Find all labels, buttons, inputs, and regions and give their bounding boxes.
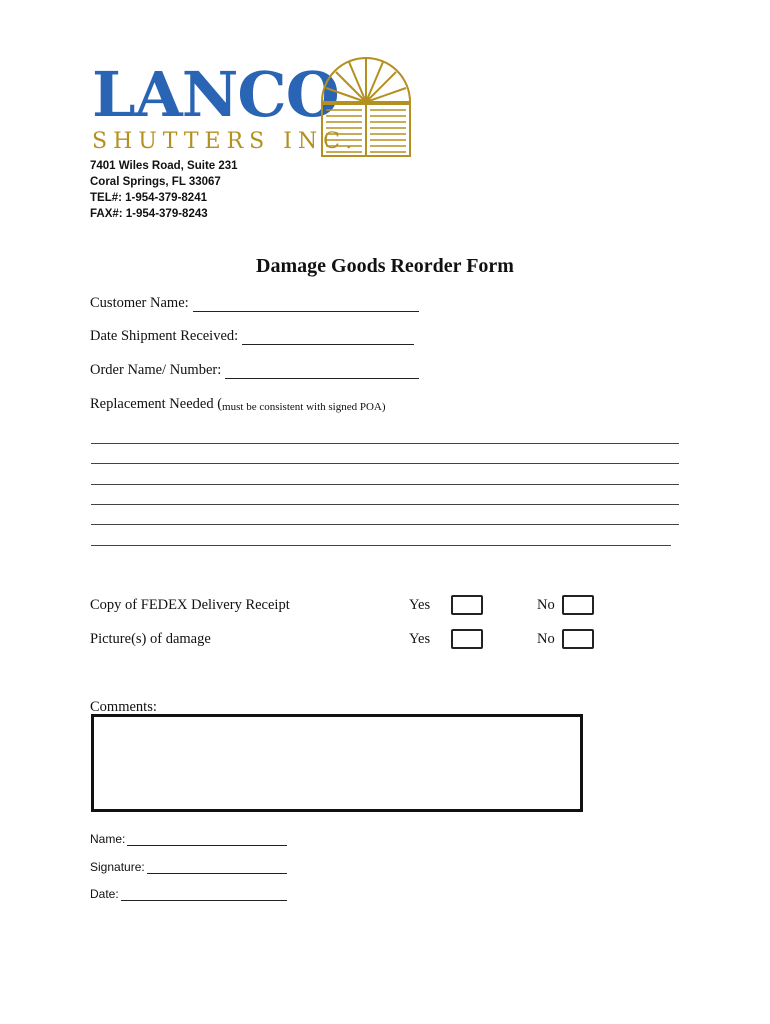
customer-name-line[interactable] [193,297,419,312]
pictures-no-checkbox[interactable] [562,629,594,649]
comments-label: Comments: [90,699,157,715]
date-received-field[interactable] [90,328,414,345]
address-fax: FAX#: 1-954-379-8243 [90,208,208,220]
company-logo [88,42,418,160]
signature-field[interactable] [90,860,287,874]
writing-line[interactable] [91,443,679,444]
pictures-yes-label: Yes [409,631,431,647]
fedex-yes-checkbox[interactable] [451,595,483,615]
fedex-no-label: No [537,597,555,613]
damage-pictures-label: Picture(s) of damage [90,631,211,647]
logo-subtitle: SHUTTERS INC. [92,129,359,154]
replacement-label: Replacement Needed ( [90,396,223,412]
logo-wordmark: LANCO [92,58,339,131]
pictures-yes-checkbox[interactable] [451,629,483,649]
date-received-line[interactable] [242,330,414,345]
address-tel: TEL#: 1-954-379-8241 [90,192,207,204]
signature-line[interactable] [147,863,287,874]
pictures-no-label: No [537,631,555,647]
name-line[interactable] [127,835,287,846]
fedex-no-checkbox[interactable] [562,595,594,615]
comments-box[interactable] [91,714,583,812]
date-field[interactable] [90,887,287,901]
address-street: 7401 Wiles Road, Suite 231 [90,160,238,172]
replacement-field [90,396,386,413]
writing-line[interactable] [91,484,679,485]
replacement-note: must be consistent with signed POA) [222,401,386,413]
writing-line[interactable] [91,463,679,464]
date-label: Date: [90,887,119,901]
writing-line[interactable] [91,504,679,505]
order-number-label: Order Name/ Number: [90,362,222,378]
order-number-field[interactable] [90,362,419,379]
fedex-receipt-label: Copy of FEDEX Delivery Receipt [90,597,290,613]
name-label: Name: [90,832,126,846]
date-received-label: Date Shipment Received: [90,328,239,344]
date-line[interactable] [121,890,287,901]
address-city: Coral Springs, FL 33067 [90,176,221,188]
signature-label: Signature: [90,860,145,874]
writing-line[interactable] [91,524,679,525]
shutter-icon [316,42,416,160]
form-title: Damage Goods Reorder Form [256,255,514,277]
customer-name-field[interactable] [90,295,419,312]
writing-line[interactable] [91,545,671,546]
order-number-line[interactable] [225,364,419,379]
name-field[interactable] [90,832,287,846]
fedex-yes-label: Yes [409,597,431,613]
customer-name-label: Customer Name: [90,295,189,311]
